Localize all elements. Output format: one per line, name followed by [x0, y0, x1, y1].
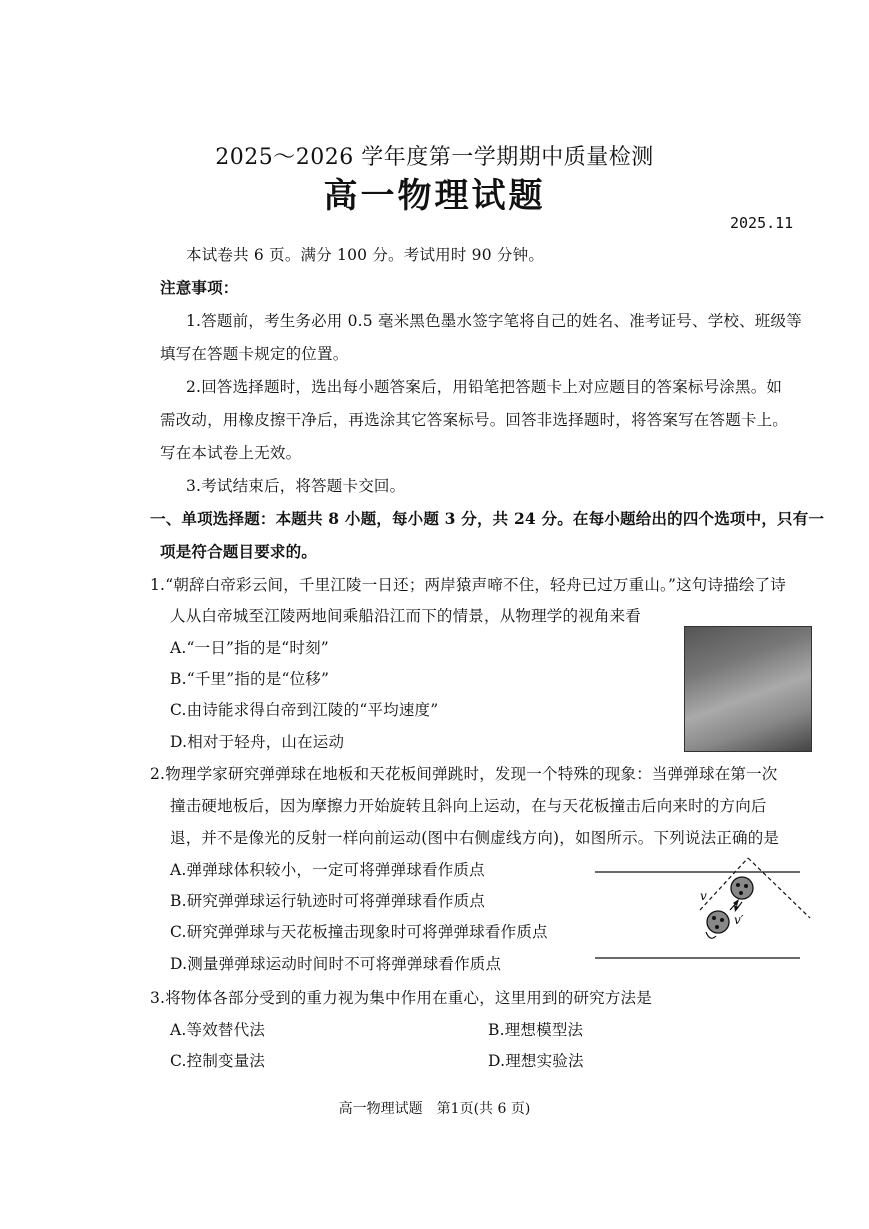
note-line: 填写在答题卡规定的位置。 [160, 345, 349, 363]
question-1-stem: 1.“朝辞白帝彩云间，千里江陵一日还；两岸猿声啼不住，轻舟已过万重山。”这句诗描绘了诗 [150, 576, 786, 594]
velocity-label: v [700, 889, 707, 903]
bouncing-ball-diagram [590, 850, 820, 970]
velocity-prime-label: v′ [734, 913, 744, 927]
section-heading: 项是符合题目要求的。 [160, 542, 318, 561]
question-2-option-c: C.研究弹弹球与天花板撞击现象时可将弹弹球看作质点 [170, 923, 548, 941]
question-2-stem: 2.物理学家研究弹弹球在地板和天花板间弹跳时，发现一个特殊的现象：当弹弹球在第一次 [150, 765, 778, 783]
exam-title: 高一物理试题 [323, 176, 546, 216]
exam-date: 2025.11 [730, 214, 794, 232]
question-1-option-d: D.相对于轻舟，山在运动 [170, 733, 345, 751]
question-1-stem: 人从白帝城至江陵两地间乘船沿江而下的情景，从物理学的视角来看 [170, 607, 642, 625]
question-2-option-b: B.研究弹弹球运行轨迹时可将弹弹球看作质点 [170, 892, 486, 910]
question-2-stem: 撞击硬地板后，因为摩擦力开始旋转且斜向上运动，在与天花板撞击后向来时的方向后 [170, 797, 767, 815]
note-line: 2.回答选择题时，选出每小题答案后，用铅笔把答题卡上对应题目的答案标号涂黑。如 [186, 378, 783, 396]
question-3-option-b: B.理想模型法 [488, 1021, 584, 1039]
question-2-option-d: D.测量弹弹球运动时间时不可将弹弹球看作质点 [170, 955, 502, 973]
question-1-option-b: B.“千里”指的是“位移” [170, 670, 330, 688]
question-3-option-c: C.控制变量法 [170, 1052, 266, 1070]
question-3-option-d: D.理想实验法 [488, 1052, 584, 1070]
question-1-option-a: A.“一日”指的是“时刻” [170, 639, 329, 657]
question-3-stem: 3.将物体各部分受到的重力视为集中作用在重心，这里用到的研究方法是 [150, 989, 652, 1007]
note-line: 写在本试卷上无效。 [160, 444, 302, 462]
intro-text: 本试卷共 6 页。满分 100 分。考试用时 90 分钟。 [186, 246, 545, 264]
question-1-option-c: C.由诗能求得白帝到江陵的“平均速度” [170, 701, 439, 719]
notes-heading: 注意事项： [160, 278, 239, 297]
note-line: 需改动，用橡皮擦干净后，再选涂其它答案标号。回答非选择题时，将答案写在答题卡上。 [160, 411, 789, 429]
note-line: 1.答题前，考生务必用 0.5 毫米黑色墨水签字笔将自己的姓名、准考证号、学校、班级等 [186, 312, 802, 330]
exam-subtitle: 2025～2026 学年度第一学期期中质量检测 [215, 145, 654, 170]
question-2-option-a: A.弹弹球体积较小，一定可将弹弹球看作质点 [170, 861, 485, 879]
question-2-stem: 退，并不是像光的反射一样向前运动(图中右侧虚线方向)，如图所示。下列说法正确的是 [170, 829, 780, 847]
landscape-painting-image [684, 626, 812, 752]
page-footer: 高一物理试题 第1页(共 6 页) [338, 1101, 531, 1117]
question-3-option-a: A.等效替代法 [170, 1021, 266, 1039]
note-line: 3.考试结束后，将答题卡交回。 [186, 477, 406, 495]
section-heading: 一、单项选择题：本题共 8 小题，每小题 3 分，共 24 分。在每小题给出的四个选项中，只有一 [150, 509, 825, 528]
